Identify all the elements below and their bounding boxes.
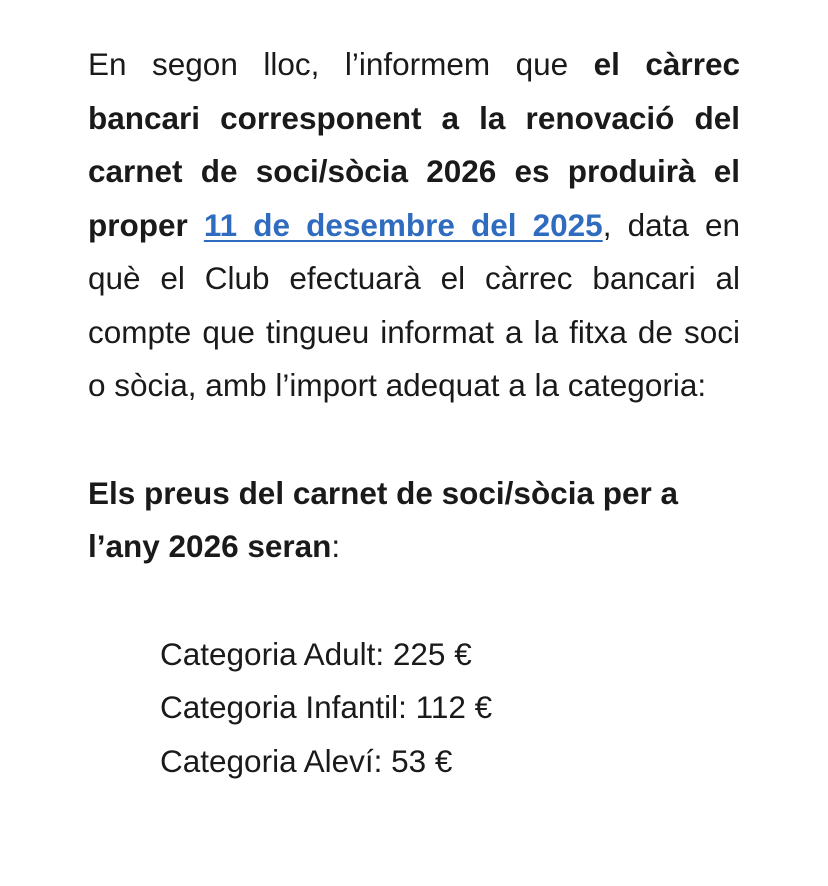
prices-heading-suffix: : — [331, 528, 341, 564]
price-item-adult: Categoria Adult: 225 € — [160, 635, 472, 672]
prices-heading-bold: Els preus del carnet de soci/sòcia per a l’any 2026 seran — [88, 474, 679, 564]
renewal-paragraph — [88, 38, 740, 413]
paragraph-bold-statement: el càrrec bancari corresponent a la renovació del carnet de soci/sòcia 2026 es produirà el proper — [88, 46, 740, 243]
paragraph-intro: En segon lloc, l’informem que — [88, 46, 594, 82]
price-item-alevi: Categoria Aleví: 53 € — [160, 742, 453, 779]
date-link[interactable]: 11 de desembre del 2025 — [203, 206, 603, 243]
paragraph-rest: , data en què el Club efectuarà el càrrec bancari al compte que tingueu informat a la fitxa de soci o sòcia, amb l’import adequat a la categoria: — [88, 206, 741, 403]
document-body — [88, 38, 740, 788]
price-list — [160, 628, 740, 789]
prices-heading — [88, 467, 740, 574]
price-item-infantil: Categoria Infantil: 112 € — [160, 689, 493, 725]
